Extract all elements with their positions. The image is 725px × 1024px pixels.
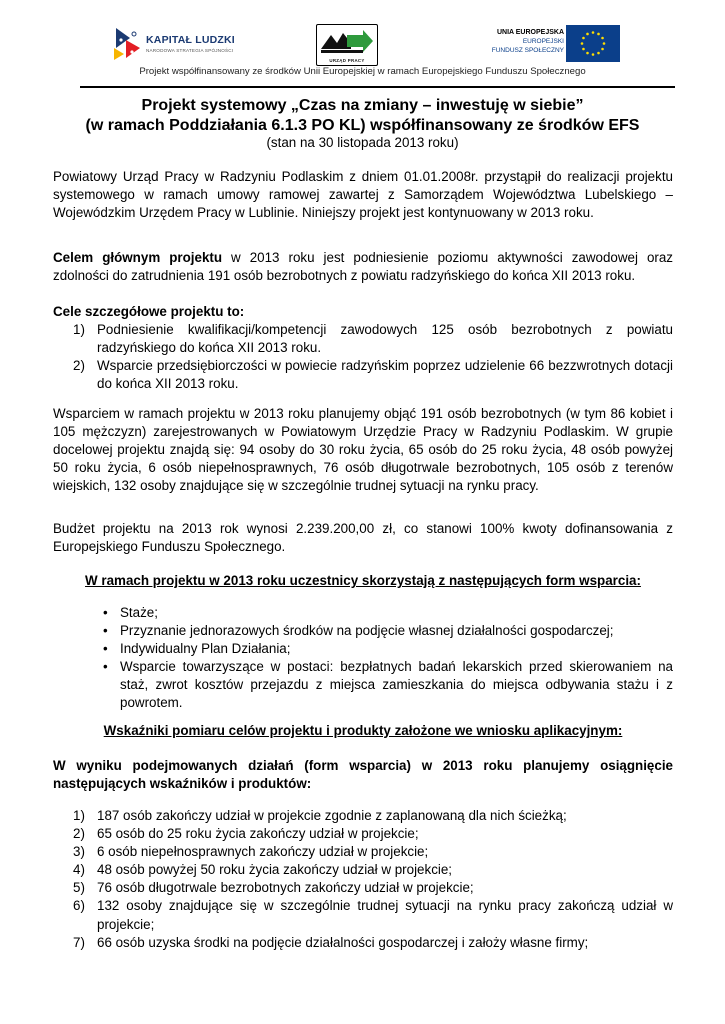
bullet-icon: • bbox=[103, 605, 108, 620]
document-date: (stan na 30 listopada 2013 roku) bbox=[266, 135, 459, 150]
list-number: 4) bbox=[73, 862, 85, 878]
eu-star-icon bbox=[581, 42, 584, 45]
list-number: 5) bbox=[73, 880, 85, 896]
forms-list bbox=[101, 604, 673, 713]
list-text: 132 osoby znajdujące się w szczególnie trudnej sytuacji na rynku pracy zakończą udział w projekcie; bbox=[97, 898, 673, 932]
title-line-1: Projekt systemowy „Czas na zmiany – inwestuję w siebie” bbox=[141, 97, 584, 114]
list-number: 7) bbox=[73, 934, 85, 950]
urzad-pracy-logo bbox=[316, 24, 378, 66]
list-item bbox=[101, 640, 673, 658]
list-number: 1) bbox=[73, 322, 85, 337]
list-text: Wsparcie przedsiębiorczości w powiecie radzyńskim poprzez udzielenie 66 bezzwrotnych dotacji do końca XII 2013 roku. bbox=[97, 358, 673, 392]
eu-star-icon bbox=[597, 33, 600, 36]
list-item bbox=[101, 658, 673, 712]
list-item bbox=[53, 321, 673, 357]
eu-flag-icon bbox=[566, 25, 620, 62]
eu-star-icon bbox=[586, 52, 589, 55]
list-number: 2) bbox=[73, 826, 85, 842]
cofinancing-note: Projekt współfinansowany ze środków Unii Europejskiej w ramach Europejskiego Funduszu Społecznego bbox=[139, 66, 586, 77]
support-paragraph: Wsparciem w ramach projektu w 2013 roku planujemy objąć 191 osób bezrobotnych (w tym 86 kobiet i 105 mężczyzn) zarejestrowanych w Powiatowym Urzędzie Pracy w Radzyniu Podlaskim. W grupie docelowej projektu znajdą się: 94 osoby do 30 roku życia, 65 osób do 25 roku życia, 48 osób powyżej 50 roku życia, 6 osób niepełnosprawnych, 76 osób długotrwale bezrobotnych, 105 osób z terenów wiejskich, 132 osoby znajdujące się w szczególnie trudnej sytuacji na rynku pracy. bbox=[53, 406, 673, 494]
bullet-icon: • bbox=[103, 659, 108, 675]
eu-star-icon bbox=[592, 53, 595, 56]
title-line-2: (w ramach Poddziałania 6.1.3 PO KL) współfinansowany ze środków EFS bbox=[85, 116, 640, 134]
document-title bbox=[50, 96, 675, 135]
list-number: 6) bbox=[73, 898, 85, 914]
list-text: 187 osób zakończy udział w projekcie zgodnie z zaplanowaną dla nich ścieżką; bbox=[97, 808, 567, 823]
eu-star-icon bbox=[582, 37, 585, 40]
kapital-ludzki-mark-icon bbox=[112, 26, 144, 62]
document-header bbox=[0, 0, 725, 92]
intro-paragraph: Powiatowy Urząd Pracy w Radzyniu Podlaskim z dniem 01.01.2008r. przystąpił do realizacji projektu systemowego w ramach umowy ramowej zawartej z Samorządem Województwa Lubelskiego – Wojewódzkim Urzędem Pracy w Lublinie. Niniejszy projekt jest kontynuowany w 2013 roku. bbox=[53, 169, 673, 221]
list-text: Indywidualny Plan Działania; bbox=[120, 641, 291, 657]
list-text: Wsparcie towarzyszące w postaci: bezpłatnych badań lekarskich przed skierowaniem na staż, zwrot kosztów przejazdu z miejsca zamieszkania do miejsca odbywania stażu i z powrotem. bbox=[120, 659, 673, 711]
list-item bbox=[101, 604, 673, 622]
specific-goals-list bbox=[53, 321, 673, 393]
list-text: Podniesienie kwalifikacji/kompetencji zawodowych 125 osób bezrobotnych z powiatu radzyńskiego do końca XII 2013 roku. bbox=[97, 322, 673, 356]
list-item bbox=[101, 622, 673, 640]
bullet-icon: • bbox=[103, 623, 108, 639]
list-item bbox=[53, 807, 673, 825]
kapital-ludzki-title: KAPITAŁ LUDZKI bbox=[146, 34, 235, 46]
goal-paragraph bbox=[53, 249, 673, 285]
eu-fund-label-2: FUNDUSZ SPOŁECZNY bbox=[491, 47, 564, 54]
list-item bbox=[53, 843, 673, 861]
bullet-icon: • bbox=[103, 641, 108, 657]
list-number: 2) bbox=[73, 358, 85, 374]
list-item bbox=[53, 825, 673, 843]
eu-star-icon bbox=[582, 48, 585, 51]
eu-star-icon bbox=[601, 48, 604, 51]
eu-fund-label-1: EUROPEJSKI bbox=[522, 38, 564, 45]
kapital-ludzki-subtitle: NARODOWA STRATEGIA SPÓJNOŚCI bbox=[146, 48, 234, 53]
urzad-pracy-label: URZĄD PRACY bbox=[329, 58, 365, 63]
specific-goals-heading: Cele szczegółowe projektu to: bbox=[53, 304, 245, 319]
list-text: 48 osób powyżej 50 roku życia zakończy udział w projekcie; bbox=[97, 862, 453, 878]
eu-star-icon bbox=[601, 37, 604, 40]
eu-star-icon bbox=[586, 33, 589, 36]
list-text: 6 osób niepełnosprawnych zakończy udział w projekcie; bbox=[97, 844, 429, 860]
eu-union-label: UNIA EUROPEJSKA bbox=[496, 29, 564, 36]
budget-paragraph: Budżet projektu na 2013 rok wynosi 2.239.200,00 zł, co stanowi 100% kwoty dofinansowania z Europejskiego Funduszu Społecznego. bbox=[53, 521, 673, 555]
eu-text-block bbox=[472, 28, 564, 55]
forms-heading: W ramach projektu w 2013 roku uczestnicy skorzystają z następujących form wsparcia: bbox=[85, 573, 641, 588]
list-text: Staże; bbox=[120, 605, 158, 620]
list-text: 65 osób do 25 roku życia zakończy udział w projekcie; bbox=[97, 826, 419, 842]
list-text: 66 osób uzyska środki na podjęcie działalności gospodarczej i założy własne firmy; bbox=[97, 934, 589, 950]
urzad-pracy-arrow-icon bbox=[317, 27, 376, 59]
list-number: 3) bbox=[73, 844, 85, 860]
eu-star-icon bbox=[603, 42, 606, 45]
eu-star-icon bbox=[592, 31, 595, 34]
list-item bbox=[53, 934, 673, 952]
list-item bbox=[53, 357, 673, 393]
list-number: 1) bbox=[73, 808, 85, 823]
list-item bbox=[53, 861, 673, 879]
list-text: 76 osób długotrwale bezrobotnych zakończy udział w projekcie; bbox=[97, 880, 474, 896]
list-text: Przyznanie jednorazowych środków na podjęcie własnej działalności gospodarczej; bbox=[120, 623, 614, 639]
list-item bbox=[53, 897, 673, 933]
kapital-ludzki-logo bbox=[112, 26, 242, 66]
goal-bold: Celem głównym projektu bbox=[53, 250, 223, 265]
indicators-list bbox=[53, 807, 673, 952]
indicators-intro: W wyniku podejmowanych działań (form wsparcia) w 2013 roku planujemy osiągnięcie następujących wskaźników i produktów: bbox=[53, 758, 673, 792]
list-item bbox=[53, 879, 673, 897]
goal-rest: w 2013 roku jest podniesienie poziomu aktywności zawodowej oraz zdolności do zatrudnienia 191 osób bezrobotnych z powiatu radzyńskiego do końca XII 2013 roku. bbox=[53, 250, 673, 284]
header-divider bbox=[80, 86, 675, 88]
indicators-heading: Wskaźniki pomiaru celów projektu i produkty założone we wniosku aplikacyjnym: bbox=[103, 723, 623, 738]
eu-star-icon bbox=[597, 52, 600, 55]
